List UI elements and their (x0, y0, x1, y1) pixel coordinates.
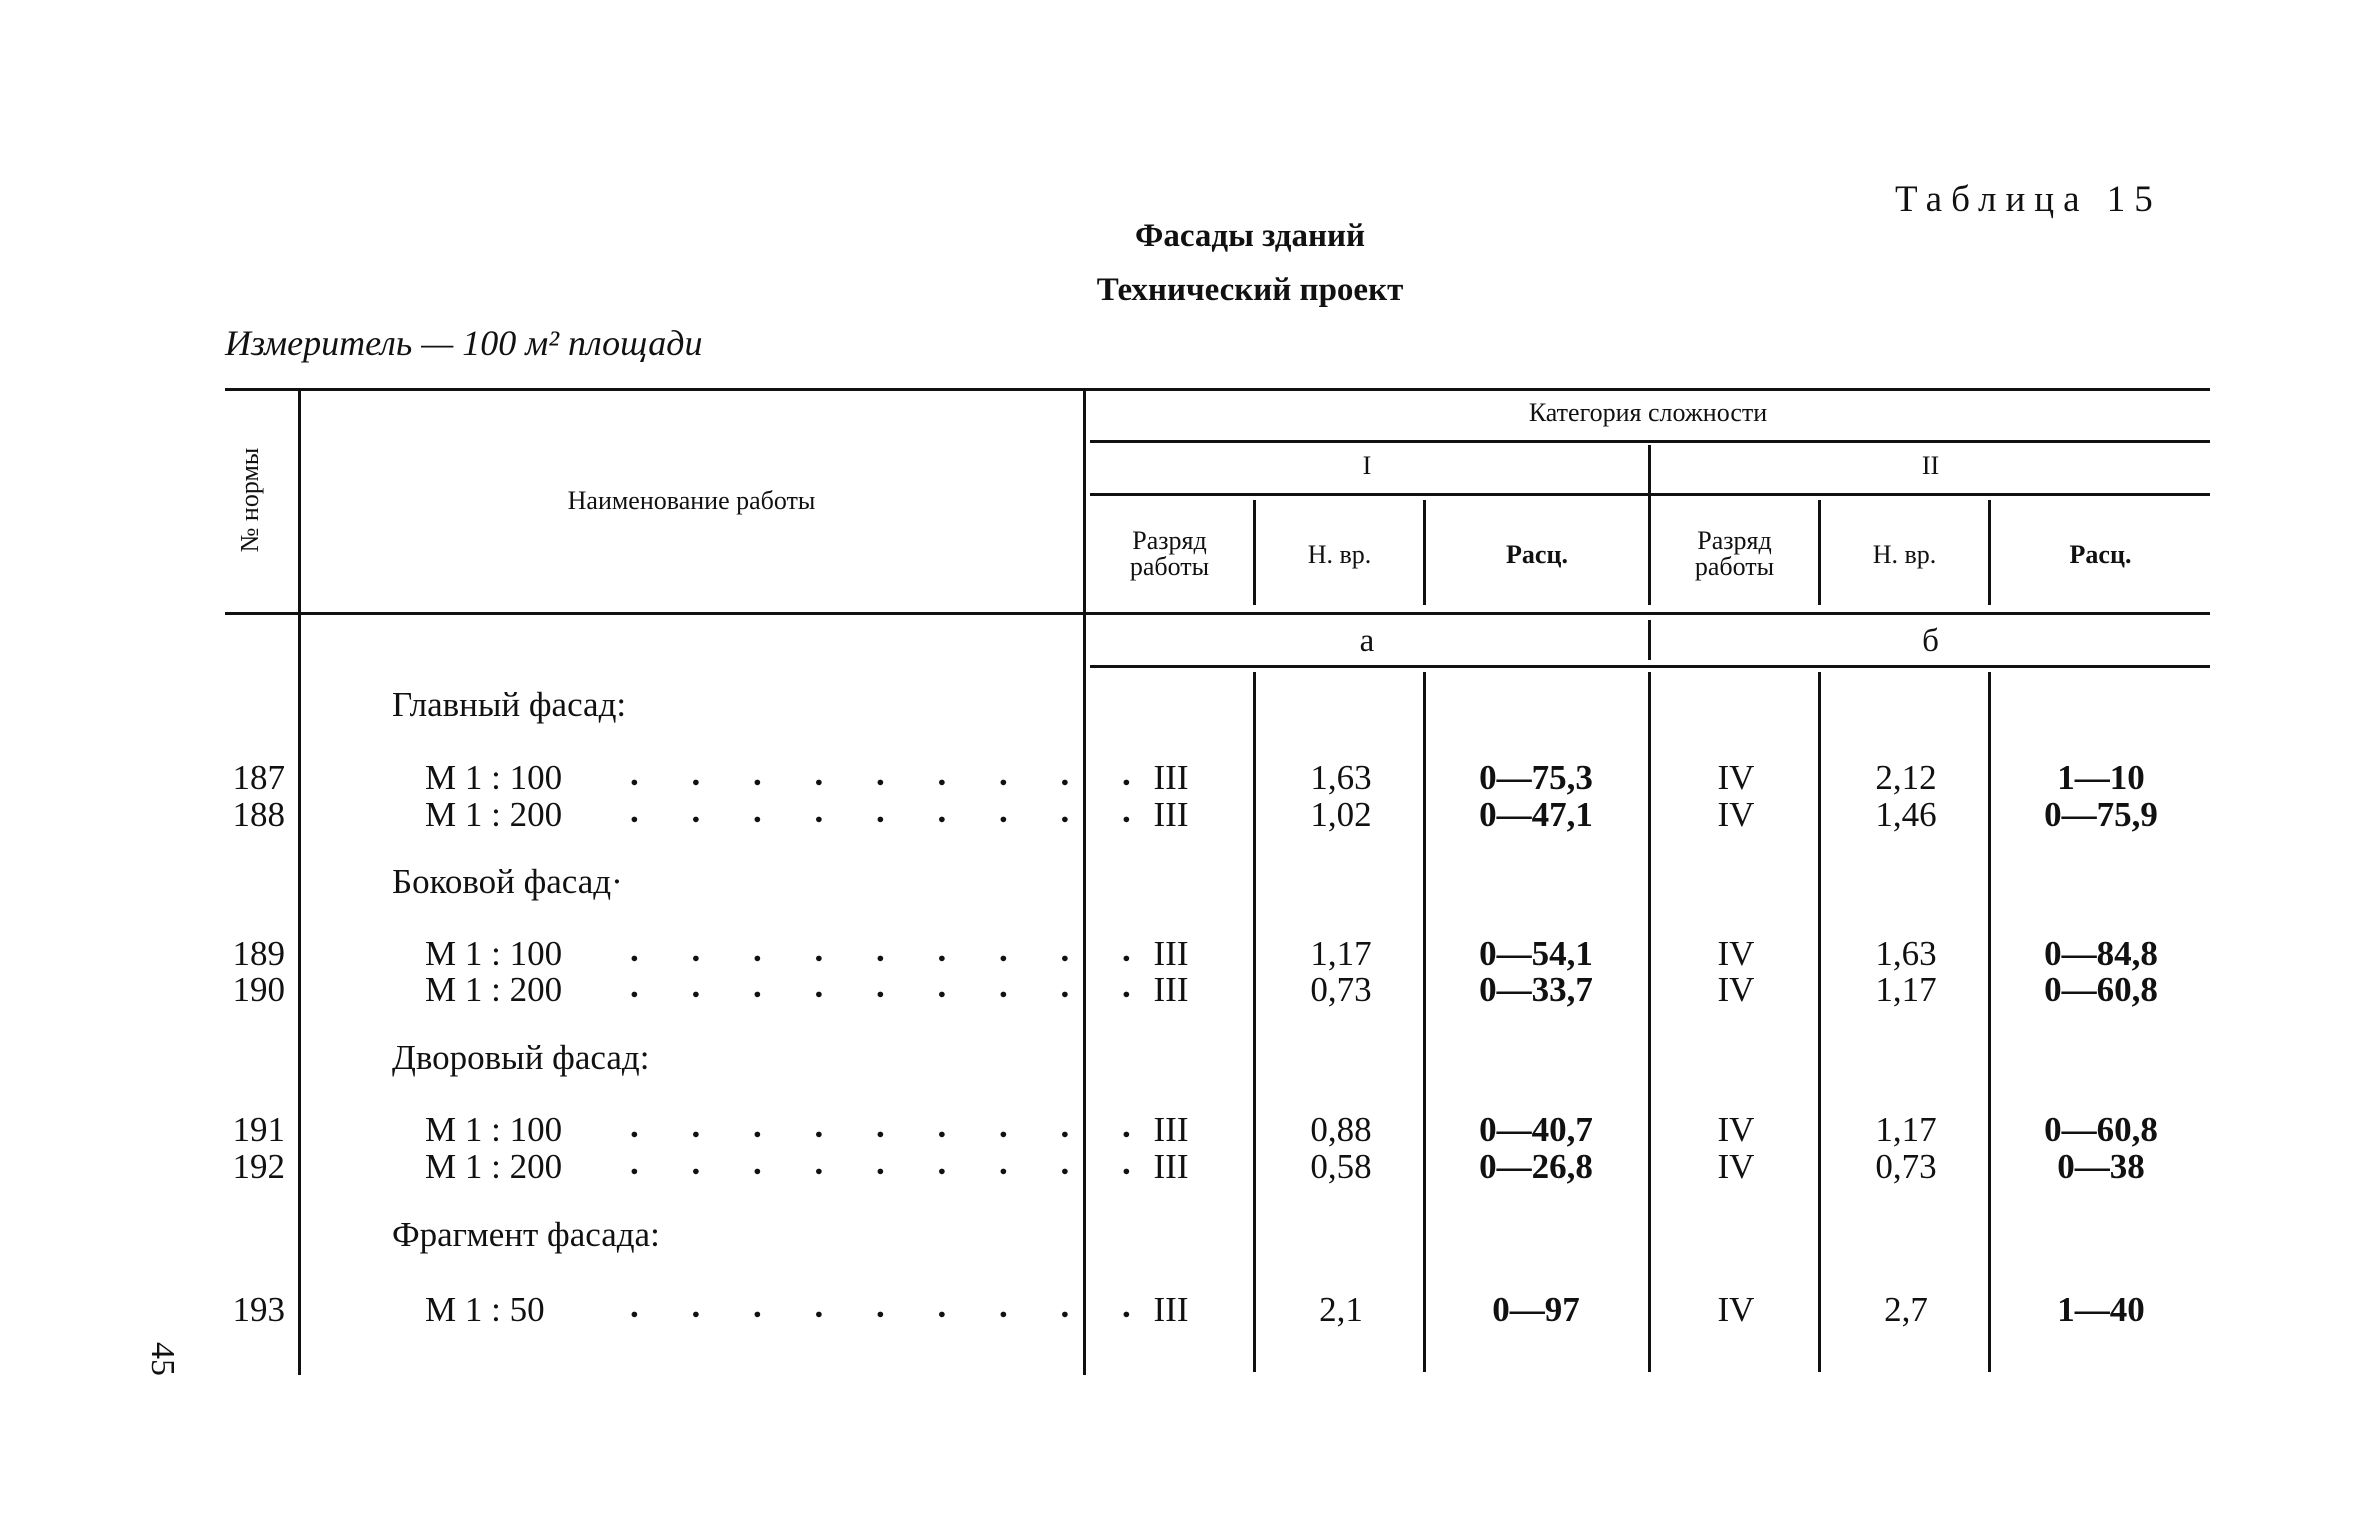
column-header-complexity: Категория сложности (1528, 398, 1768, 427)
cell-t2: 1,63 (1875, 934, 1937, 973)
cell-r2: 0—75,9 (2044, 795, 2158, 834)
leader-dots: . . . . . . . . . (630, 791, 1153, 830)
column-header-category-2: II (1921, 451, 1940, 480)
leader-dots: . . . . . . . . . (630, 930, 1153, 969)
cell-t1: 1,17 (1310, 934, 1372, 973)
page-number: 45 (144, 1342, 181, 1376)
leader-dots: . . . . . . . . . (630, 754, 1153, 793)
column-header-time-2: Н. вр. (1872, 540, 1937, 569)
table-title: Фасады зданий (1134, 218, 1365, 254)
scale-label: М 1 : 50 (425, 1290, 545, 1329)
cell-t1: 0,88 (1310, 1110, 1372, 1149)
cell-r2: 0—84,8 (2044, 934, 2158, 973)
cell-g2: IV (1717, 1110, 1755, 1149)
cell-t2: 1,17 (1875, 1110, 1937, 1149)
cell-r1: 0—47,1 (1479, 795, 1593, 834)
leader-dots: . . . . . . . . . (630, 1286, 1153, 1325)
cell-t2: 0,73 (1875, 1147, 1937, 1186)
norm-number: 190 (232, 970, 285, 1009)
cell-g2: IV (1717, 1147, 1755, 1186)
scale-label: М 1 : 100 (425, 1110, 563, 1149)
column-header-work-name: Наименование работы (567, 486, 816, 515)
norm-number: 188 (232, 795, 285, 834)
cell-g2: IV (1717, 970, 1755, 1009)
cell-t1: 1,02 (1310, 795, 1372, 834)
leader-dots: . . . . . . . . . (630, 1106, 1153, 1145)
column-label-b: б (1922, 623, 1939, 659)
grade-1-line2: работы (1129, 552, 1210, 581)
scale-label: М 1 : 200 (425, 1147, 563, 1186)
measure-unit-caption: Измеритель — 100 м² площади (225, 323, 703, 363)
section-title: Главный фасад: (392, 685, 627, 724)
cell-r1: 0—75,3 (1479, 758, 1593, 797)
table-number-label: Таблица 15 (1895, 179, 2162, 220)
norm-number: 193 (232, 1290, 285, 1329)
cell-g2: IV (1717, 758, 1755, 797)
cell-r1: 0—33,7 (1479, 970, 1593, 1009)
rule-top (225, 388, 2210, 391)
column-header-rate-2: Расц. (2069, 540, 2132, 569)
leader-dots: . . . . . . . . . (630, 1143, 1153, 1182)
cell-t2: 2,7 (1884, 1290, 1928, 1329)
section-title: Дворовый фасад: (392, 1038, 650, 1077)
cell-g1: III (1153, 1110, 1189, 1149)
leader-dots: . . . . . . . . . (630, 966, 1153, 1005)
cell-r1: 0—97 (1492, 1290, 1580, 1329)
cell-g1: III (1153, 934, 1189, 973)
column-header-category-1: I (1362, 451, 1372, 480)
column-label-a: а (1359, 623, 1375, 659)
norm-number: 187 (232, 758, 285, 797)
cell-r2: 0—60,8 (2044, 1110, 2158, 1149)
rule-header-bottom (225, 612, 2210, 615)
grade-2-line1: Разряд (1697, 526, 1772, 555)
scale-label: М 1 : 100 (425, 758, 563, 797)
cell-g1: III (1153, 795, 1189, 834)
column-header-rate-1: Расц. (1506, 540, 1568, 569)
cell-g1: III (1153, 1147, 1189, 1186)
cell-g2: IV (1717, 795, 1755, 834)
cell-t2: 1,46 (1875, 795, 1937, 834)
scale-label: М 1 : 100 (425, 934, 563, 973)
cell-r1: 0—26,8 (1479, 1147, 1593, 1186)
cell-g1: III (1153, 970, 1189, 1009)
scale-label: М 1 : 200 (425, 970, 563, 1009)
cell-r2: 0—38 (2057, 1147, 2145, 1186)
table-subtitle: Технический проект (1096, 272, 1404, 308)
cell-g1: III (1153, 1290, 1189, 1329)
scale-label: М 1 : 200 (425, 795, 563, 834)
column-header-time-1: Н. вр. (1307, 540, 1372, 569)
cell-g2: IV (1717, 1290, 1755, 1329)
cell-r2: 0—60,8 (2044, 970, 2158, 1009)
column-header-grade-1 (1086, 528, 1253, 580)
column-header-grade-2 (1651, 528, 1818, 580)
cell-t1: 1,63 (1310, 758, 1372, 797)
cell-t1: 0,58 (1310, 1147, 1372, 1186)
column-header-norm-number-text: № нормы (235, 447, 264, 553)
cell-r1: 0—40,7 (1479, 1110, 1593, 1149)
section-title: Боковой фасад· (392, 862, 623, 901)
cell-g1: III (1153, 758, 1189, 797)
cell-t2: 2,12 (1875, 758, 1937, 797)
cell-t1: 0,73 (1310, 970, 1372, 1009)
cell-g2: IV (1717, 934, 1755, 973)
rule-ab-bottom (1090, 665, 2210, 668)
rule-complexity (1090, 440, 2210, 443)
norm-number: 191 (232, 1110, 285, 1149)
cell-r2: 1—10 (2057, 758, 2145, 797)
cell-t1: 2,1 (1319, 1290, 1363, 1329)
norm-number: 192 (232, 1147, 285, 1186)
cell-r2: 1—40 (2057, 1290, 2145, 1329)
cell-r1: 0—54,1 (1479, 934, 1593, 973)
norm-number: 189 (232, 934, 285, 973)
grade-2-line2: работы (1694, 552, 1775, 581)
cell-t2: 1,17 (1875, 970, 1937, 1009)
grade-1-line1: Разряд (1132, 526, 1207, 555)
section-title: Фрагмент фасада: (392, 1215, 660, 1254)
